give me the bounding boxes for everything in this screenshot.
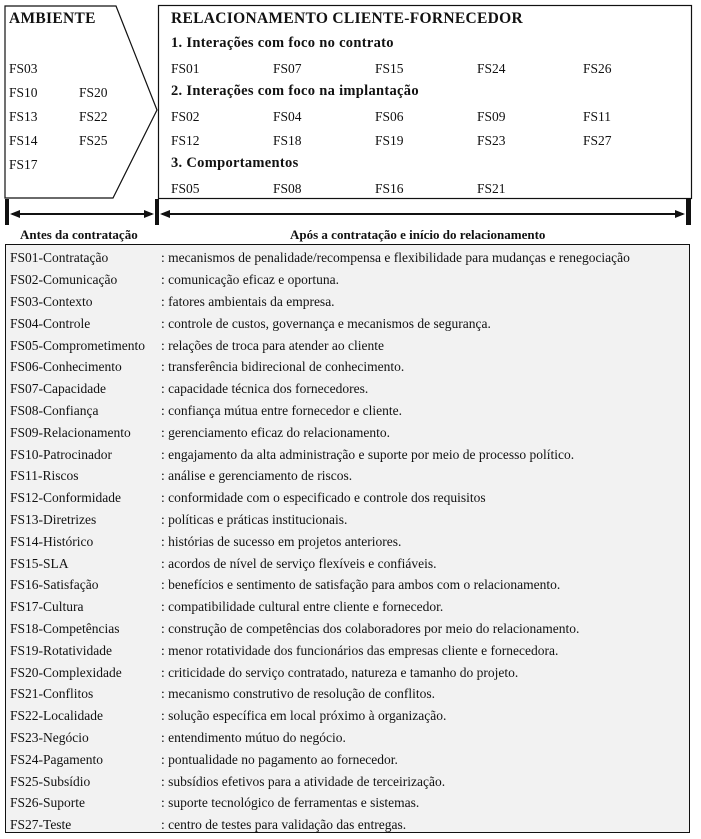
factor-code: FS24-Pagamento <box>10 752 103 767</box>
group-heading-comportamentos: 3. Comportamentos <box>171 155 299 171</box>
group-heading-contrato: 1. Interações com foco no contrato <box>171 35 394 51</box>
table-row <box>6 749 689 771</box>
table-row <box>6 531 689 553</box>
factor-description: : criticidade do serviço contratado, natureza e tamanho do projeto. <box>161 665 519 680</box>
relacionamento-code: FS16 <box>375 181 404 196</box>
table-row <box>6 378 689 400</box>
factor-code: FS19-Rotatividade <box>10 643 112 658</box>
relacionamento-code: FS11 <box>583 109 612 124</box>
factor-code: FS08-Confiança <box>10 403 99 418</box>
group-heading-implantacao: 2. Interações com foco na implantação <box>171 83 419 99</box>
table-row <box>6 487 689 509</box>
relacionamento-code: FS05 <box>171 181 200 196</box>
ambiente-code: FS03 <box>9 61 38 76</box>
factor-code: FS18-Competências <box>10 621 120 636</box>
table-row <box>6 247 689 269</box>
ambiente-title: AMBIENTE <box>9 10 96 27</box>
timeline-after-label: Após a contratação e início do relacionamento <box>290 227 546 242</box>
arrow-left-head-icon <box>10 210 20 218</box>
ambiente-code: FS13 <box>9 109 38 124</box>
table-row <box>6 727 689 749</box>
relacionamento-code: FS09 <box>477 109 506 124</box>
factor-description: : solução específica em local próximo à organização. <box>161 708 447 723</box>
factor-description: : capacidade técnica dos fornecedores. <box>161 381 369 396</box>
table-row <box>6 683 689 705</box>
table-row <box>6 792 689 814</box>
factor-description: : relações de troca para atender ao cliente <box>161 338 384 353</box>
factor-description: : análise e gerenciamento de riscos. <box>161 468 353 483</box>
factor-description: : suporte tecnológico de ferramentas e sistemas. <box>161 795 420 810</box>
table-row <box>6 553 689 575</box>
ambiente-code: FS22 <box>79 109 108 124</box>
factor-code: FS22-Localidade <box>10 708 103 723</box>
timeline-end-tick <box>686 199 691 225</box>
table-row <box>6 640 689 662</box>
factor-description: : transferência bidirecional de conhecimento. <box>161 359 405 374</box>
factor-description: : confiança mútua entre fornecedor e cliente. <box>161 403 402 418</box>
factor-code: FS16-Satisfação <box>10 577 99 592</box>
table-row <box>6 356 689 378</box>
relacionamento-code: FS19 <box>375 133 404 148</box>
factor-description: : histórias de sucesso em projetos anteriores. <box>161 534 402 549</box>
timeline-mid-tick <box>155 199 159 225</box>
factor-code: FS21-Conflitos <box>10 686 94 701</box>
table-row <box>6 662 689 684</box>
relacionamento-code: FS15 <box>375 61 404 76</box>
factor-code: FS06-Conhecimento <box>10 359 122 374</box>
relacionamento-code: FS27 <box>583 133 612 148</box>
factor-code: FS02-Comunicação <box>10 272 118 287</box>
factor-description: : pontualidade no pagamento ao fornecedor. <box>161 752 398 767</box>
table-row <box>6 422 689 444</box>
factor-code: FS01-Contratação <box>10 250 109 265</box>
arrow-right-head-icon <box>675 210 685 218</box>
relacionamento-code: FS08 <box>273 181 302 196</box>
factor-description: : centro de testes para validação das entregas. <box>161 817 407 832</box>
relacionamento-code: FS18 <box>273 133 302 148</box>
ambiente-code: FS10 <box>9 85 38 100</box>
factor-code: FS11-Riscos <box>10 468 79 483</box>
factor-description: : políticas e práticas institucionais. <box>161 512 348 527</box>
table-row <box>6 313 689 335</box>
table-row <box>6 291 689 313</box>
relacionamento-title: RELACIONAMENTO CLIENTE-FORNECEDOR <box>171 10 523 27</box>
relacionamento-code: FS01 <box>171 61 200 76</box>
factor-code: FS17-Cultura <box>10 599 84 614</box>
factor-description: : benefícios e sentimento de satisfação para ambos com o relacionamento. <box>161 577 561 592</box>
factor-description: : entendimento mútuo do negócio. <box>161 730 346 745</box>
factor-code: FS04-Controle <box>10 316 91 331</box>
factor-description: : conformidade com o especificado e controle dos requisitos <box>161 490 486 505</box>
factor-code: FS27-Teste <box>10 817 72 832</box>
relacionamento-code: FS04 <box>273 109 302 124</box>
table-row <box>6 400 689 422</box>
factor-description: : controle de custos, governança e mecanismos de segurança. <box>161 316 491 331</box>
factors-legend-table <box>5 244 690 833</box>
table-row <box>6 574 689 596</box>
ambiente-code: FS25 <box>79 133 108 148</box>
arrow-right-head-icon <box>144 210 154 218</box>
factor-code: FS13-Diretrizes <box>10 512 97 527</box>
table-row <box>6 509 689 531</box>
table-row <box>6 444 689 466</box>
factor-description: : compatibilidade cultural entre cliente e fornecedor. <box>161 599 444 614</box>
table-row <box>6 618 689 640</box>
factor-code: FS15-SLA <box>10 556 69 571</box>
factor-description: : gerenciamento eficaz do relacionamento. <box>161 425 391 440</box>
factor-description: : construção de competências dos colaboradores por meio do relacionamento. <box>161 621 580 636</box>
factor-description: : subsídios efetivos para a atividade de terceirização. <box>161 774 446 789</box>
factor-code: FS05-Comprometimento <box>10 338 145 353</box>
ambiente-code: FS20 <box>79 85 108 100</box>
factor-code: FS12-Conformidade <box>10 490 121 505</box>
relacionamento-code: FS24 <box>477 61 506 76</box>
table-row <box>6 814 689 836</box>
ambiente-code: FS14 <box>9 133 38 148</box>
factor-code: FS20-Complexidade <box>10 665 122 680</box>
relacionamento-code: FS12 <box>171 133 200 148</box>
relacionamento-code: FS02 <box>171 109 200 124</box>
arrow-left-head-icon <box>160 210 170 218</box>
factor-description: : menor rotatividade dos funcionários das empresas cliente e fornecedora. <box>161 643 559 658</box>
table-row <box>6 465 689 487</box>
factor-description: : mecanismos de penalidade/recompensa e flexibilidade para mudanças e renegociação <box>161 250 630 265</box>
factor-code: FS07-Capacidade <box>10 381 106 396</box>
relacionamento-code: FS06 <box>375 109 404 124</box>
factor-code: FS23-Negócio <box>10 730 89 745</box>
factor-code: FS03-Contexto <box>10 294 93 309</box>
ambiente-code: FS17 <box>9 157 38 172</box>
table-row <box>6 705 689 727</box>
timeline-before-label: Antes da contratação <box>20 227 138 242</box>
relacionamento-code: FS07 <box>273 61 302 76</box>
factor-code: FS14-Histórico <box>10 534 94 549</box>
factor-code: FS25-Subsídio <box>10 774 91 789</box>
relacionamento-code: FS23 <box>477 133 506 148</box>
table-row <box>6 269 689 291</box>
relacionamento-code: FS26 <box>583 61 612 76</box>
table-row <box>6 596 689 618</box>
table-row <box>6 335 689 357</box>
factor-description: : engajamento da alta administração e suporte por meio de processo político. <box>161 447 575 462</box>
factor-code: FS09-Relacionamento <box>10 425 131 440</box>
factor-code: FS10-Patrocinador <box>10 447 112 462</box>
factor-description: : acordos de nível de serviço flexíveis e confiáveis. <box>161 556 437 571</box>
factor-description: : mecanismo construtivo de resolução de conflitos. <box>161 686 436 701</box>
factor-code: FS26-Suporte <box>10 795 86 810</box>
factor-description: : fatores ambientais da empresa. <box>161 294 335 309</box>
factor-description: : comunicação eficaz e oportuna. <box>161 272 340 287</box>
table-row <box>6 771 689 793</box>
timeline-start-tick <box>5 199 9 225</box>
relacionamento-code: FS21 <box>477 181 506 196</box>
